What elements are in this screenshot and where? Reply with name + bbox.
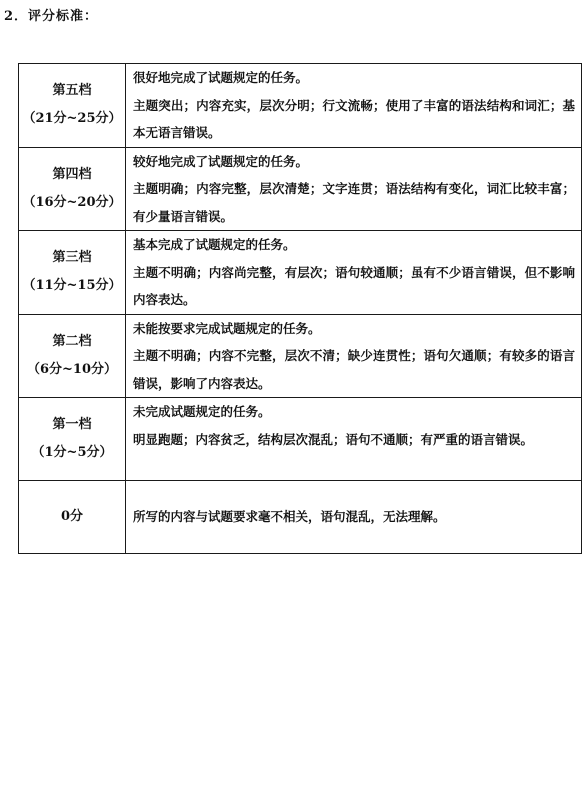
band-score-range: （1分~5分） xyxy=(31,445,113,460)
band-description-cell xyxy=(126,231,582,315)
scoring-rubric-table xyxy=(18,63,582,554)
rubric-row-band-1 xyxy=(19,398,582,481)
rubric-row-band-4 xyxy=(19,147,582,231)
band-detail: 主题不明确；内容不完整，层次不清；缺少连贯性；语句欠通顺；有较多的语言错误，影响了内容表达。 xyxy=(133,348,575,391)
band-level-cell xyxy=(19,147,126,231)
band-score-range: （6分~10分） xyxy=(26,361,118,377)
band-score-range: （21分~25分） xyxy=(22,111,122,127)
band-detail: 明显跑题；内容贫乏，结构层次混乱；语句不通顺；有严重的语言错误。 xyxy=(133,431,534,447)
band-description-cell xyxy=(126,64,582,148)
rubric-row-band-5 xyxy=(19,64,582,148)
band-detail: 主题突出；内容充实，层次分明；行文流畅；使用了丰富的语法结构和词汇；基本无语言错误。 xyxy=(133,97,575,140)
band-level-label: 第四档 xyxy=(52,166,92,182)
band-level-label: 第三档 xyxy=(52,250,92,266)
band-level-label: 第二档 xyxy=(52,333,92,349)
rubric-row-band-0 xyxy=(19,481,582,554)
band-level-cell xyxy=(19,64,126,148)
band-summary: 很好地完成了试题规定的任务。 xyxy=(133,70,309,85)
band-level-cell xyxy=(19,314,126,398)
band-level-label: 第五档 xyxy=(52,83,92,99)
band-score-range: （11分~15分） xyxy=(22,278,122,294)
band-level-label: 第一档 xyxy=(52,417,92,432)
band-level-cell xyxy=(19,231,126,315)
band-summary: 未能按要求完成试题规定的任务。 xyxy=(133,320,321,336)
band-level-label: 0分 xyxy=(60,509,84,524)
band-summary: 较好地完成了试题规定的任务。 xyxy=(133,153,309,169)
band-summary: 基本完成了试题规定的任务。 xyxy=(133,237,296,252)
band-description-cell xyxy=(126,314,582,398)
band-description-cell xyxy=(126,481,582,554)
rubric-row-band-3 xyxy=(19,231,582,315)
band-summary: 未完成试题规定的任务。 xyxy=(133,404,271,419)
band-description-cell xyxy=(126,147,582,231)
band-level-cell xyxy=(19,481,126,554)
band-detail: 主题明确；内容完整，层次清楚；文字连贯；语法结构有变化，词汇比较丰富；有少量语言错误。 xyxy=(133,181,575,224)
band-level-cell xyxy=(19,398,126,481)
section-heading: 2．评分标准： xyxy=(4,9,99,24)
rubric-row-band-2 xyxy=(19,314,582,398)
band-description-cell xyxy=(126,398,582,481)
band-score-range: （16分~20分） xyxy=(22,194,122,210)
band-detail: 主题不明确；内容尚完整，有层次；语句较通顺；虽有不少语言错误，但不影响内容表达。 xyxy=(133,264,575,307)
band-detail: 所写的内容与试题要求毫不相关，语句混乱，无法理解。 xyxy=(133,509,446,525)
